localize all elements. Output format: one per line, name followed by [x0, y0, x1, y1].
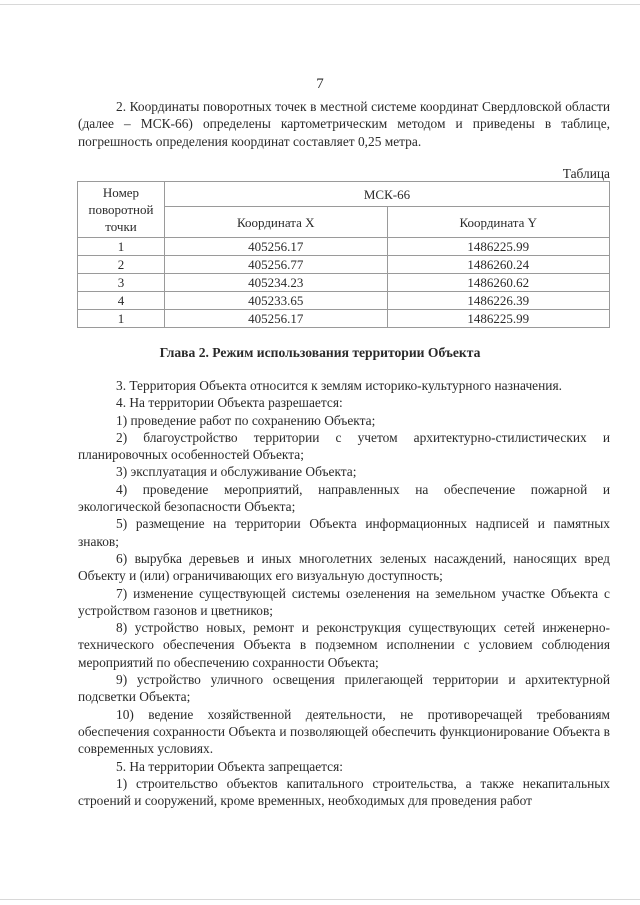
chapter-heading: Глава 2. Режим использования территории Объекта — [159, 345, 481, 360]
cell-coordinate-x: 405256.17 — [165, 310, 388, 328]
list-item: 10) ведение хозяйственной деятельности, не противоречащей требованиям обеспечения сохранности Объекта и позволяющей обеспечить функционирование Объекта в современных условиях. — [78, 706, 610, 757]
header-point-number: Номер поворотной точки — [78, 182, 165, 238]
cell-point-number: 4 — [78, 292, 165, 310]
cell-coordinate-y: 1486225.99 — [387, 238, 610, 256]
list-item: 7) изменение существующей системы озеленения на земельном участке Объекта с устройством газонов и цветников; — [78, 585, 610, 618]
cell-point-number: 2 — [78, 256, 165, 274]
cell-coordinate-y: 1486226.39 — [387, 292, 610, 310]
intro-paragraph: 2. Координаты поворотных точек в местной системе координат Свердловской области (далее – МСК-66) определены картометрическим методом и приведены в таблице, погрешность определения координат составляет 0,25 метра. — [78, 99, 610, 149]
cell-coordinate-x: 405256.17 — [165, 238, 388, 256]
list-item: 4) проведение мероприятий, направленных на обеспечение пожарной и экологической безопасности Объекта; — [78, 481, 610, 515]
cell-point-number: 1 — [78, 238, 165, 256]
cell-coordinate-x: 405234.23 — [165, 274, 388, 292]
cell-coordinate-y: 1486260.62 — [387, 274, 610, 292]
intro-section — [78, 98, 610, 150]
table-row — [78, 238, 610, 256]
table-row — [78, 256, 610, 274]
cell-coordinate-y: 1486260.24 — [387, 256, 610, 274]
list-item: 3) эксплуатация и обслуживание Объекта; — [116, 464, 357, 480]
table-row — [78, 310, 610, 328]
paragraph-land-category: 3. Территория Объекта относится к землям историко-культурного назначения. — [116, 378, 562, 393]
scan-edge-top — [0, 4, 640, 5]
cell-coordinate-x: 405233.65 — [165, 292, 388, 310]
list-item: 5) размещение на территории Объекта информационных надписей и памятных знаков; — [78, 516, 610, 549]
list-item: 2) благоустройство территории с учетом архитектурно-стилистических и планировочных особенностей Объекта; — [78, 429, 610, 463]
list-item: 6) вырубка деревьев и иных многолетних зеленых насаждений, наносящих вред Объекту и (или) ограничивающих его визуальную доступность; — [78, 550, 610, 584]
header-coordinate-system: МСК-66 — [165, 182, 610, 207]
paragraph-permitted-heading: 4. На территории Объекта разрешается: — [116, 395, 343, 411]
header-coordinate-y: Координата Y — [387, 207, 610, 238]
list-item: 1) проведение работ по сохранению Объекта; — [116, 412, 376, 428]
cell-coordinate-x: 405256.77 — [165, 256, 388, 274]
main-text — [78, 377, 610, 809]
coordinates-table — [77, 181, 610, 328]
cell-coordinate-y: 1486225.99 — [387, 310, 610, 328]
list-item: 1) строительство объектов капитального строительства, а также некапитальных строений и сооружений, кроме временных, необходимых для проведения работ — [78, 775, 610, 809]
cell-point-number: 3 — [78, 274, 165, 292]
table-row — [78, 292, 610, 310]
page-number: 7 — [316, 76, 324, 92]
table-header-row — [78, 182, 610, 207]
table-caption: Таблица — [562, 166, 610, 181]
table-row — [78, 274, 610, 292]
list-item: 9) устройство уличного освещения прилегающей территории и архитектурной подсветки Объекта; — [78, 672, 610, 705]
header-coordinate-x: Координата X — [165, 207, 388, 238]
paragraph-prohibited-heading: 5. На территории Объекта запрещается: — [116, 758, 343, 774]
cell-point-number: 1 — [78, 310, 165, 328]
scan-edge-bottom — [0, 899, 640, 900]
list-item: 8) устройство новых, ремонт и реконструкция существующих сетей инженерно-технического обеспечения Объекта в подземном исполнении с условием соблюдения мероприятий по обеспечению сохранности Объекта; — [78, 620, 610, 670]
